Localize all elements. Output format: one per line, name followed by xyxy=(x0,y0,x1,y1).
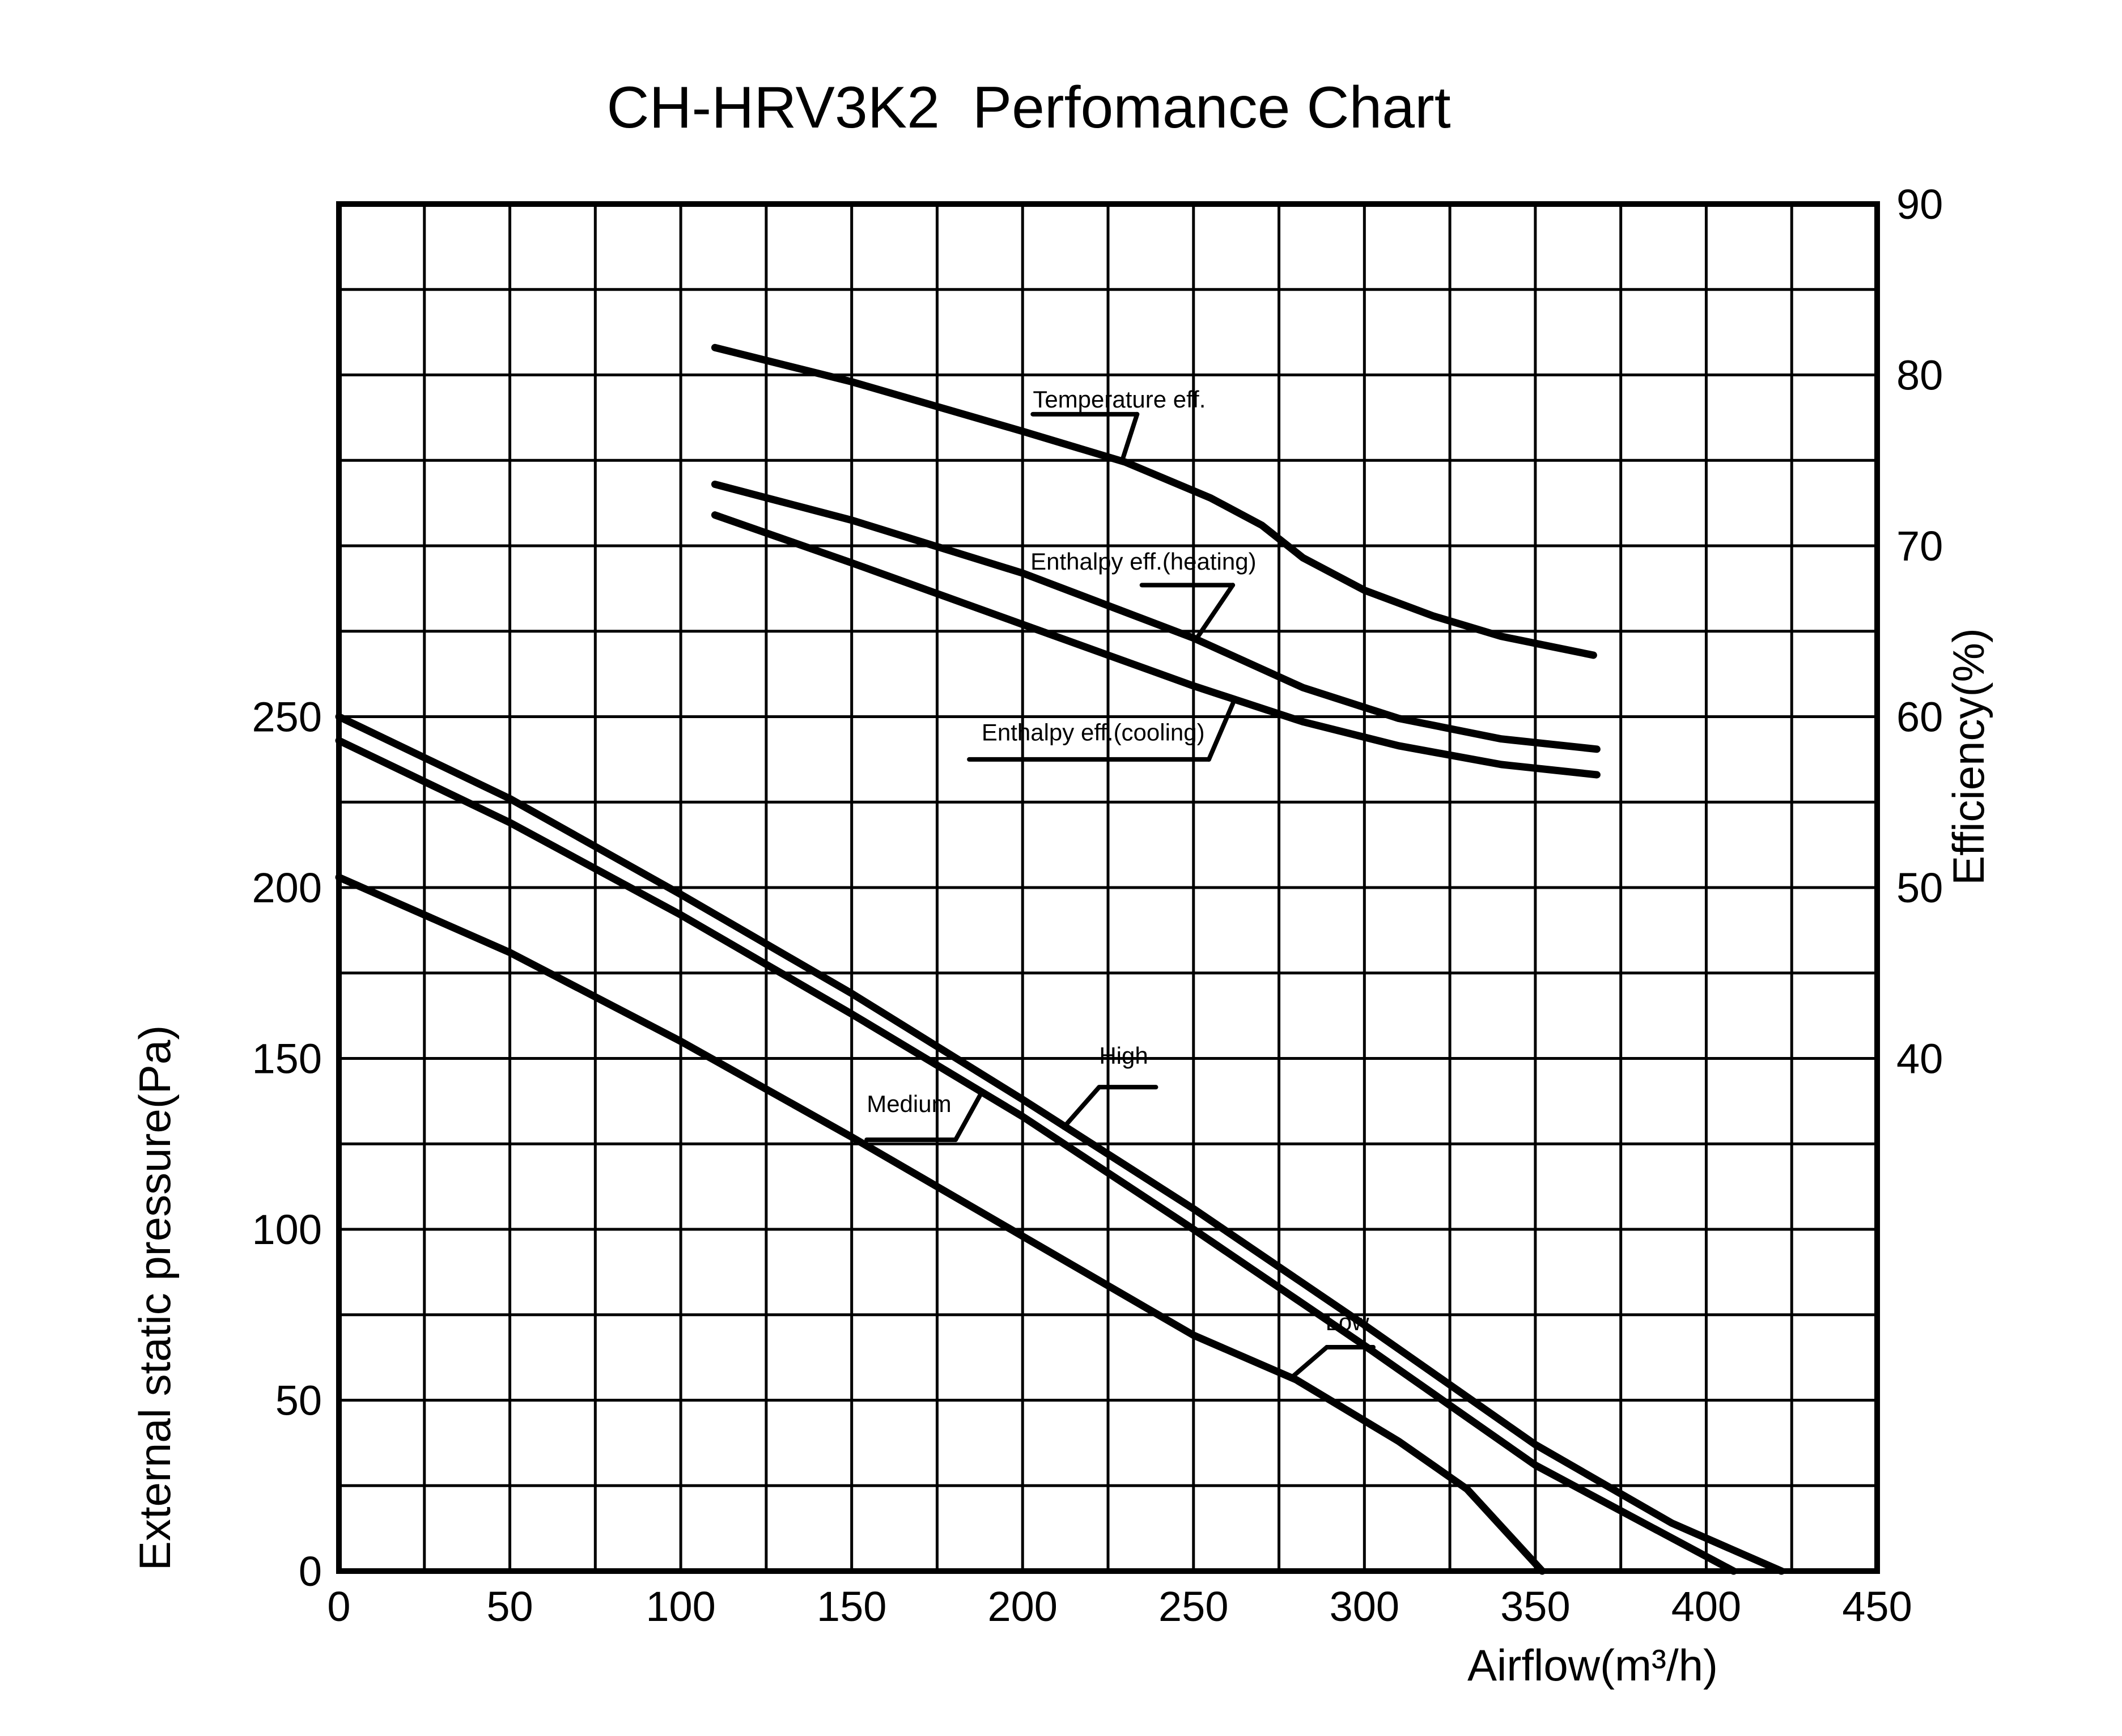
y-right-axis-title: Efficiency(%) xyxy=(1943,628,1993,885)
curve-label-leader-temperature-eff xyxy=(1122,414,1137,462)
y-right-tick-label-60: 60 xyxy=(1896,693,1943,741)
x-tick-label-450: 450 xyxy=(1842,1583,1912,1630)
curve-label-medium: Medium xyxy=(867,1090,952,1118)
y-right-tick-labels xyxy=(1896,181,1943,1083)
curve-label-leader-enthalpy-cooling xyxy=(1209,699,1234,759)
chart-title: CH-HRV3K2 Perfomance Chart xyxy=(606,75,1451,141)
x-axis-tick-labels xyxy=(327,1583,1912,1630)
x-axis-title: Airflow(m³/h) xyxy=(1467,1640,1718,1690)
annotation-medium xyxy=(867,1090,982,1140)
curve-label-leader-medium xyxy=(956,1093,982,1140)
curve-label-enthalpy-heating: Enthalpy eff.(heating) xyxy=(1030,548,1257,575)
curve-label-leader-low xyxy=(1293,1347,1327,1377)
y-left-tick-label-150: 150 xyxy=(252,1035,322,1083)
annotation-enthalpy-heating xyxy=(1030,548,1257,638)
y-right-tick-label-40: 40 xyxy=(1896,1035,1943,1083)
x-tick-label-200: 200 xyxy=(987,1583,1058,1630)
x-tick-label-100: 100 xyxy=(646,1583,716,1630)
x-tick-label-300: 300 xyxy=(1329,1583,1400,1630)
annotation-high xyxy=(1064,1042,1156,1127)
annotation-temperature-eff xyxy=(1033,386,1206,462)
x-tick-label-0: 0 xyxy=(327,1583,351,1630)
y-right-tick-label-50: 50 xyxy=(1896,864,1943,911)
curve-label-low: Low xyxy=(1325,1308,1369,1335)
y-left-tick-label-250: 250 xyxy=(252,693,322,741)
curve-label-enthalpy-cooling: Enthalpy eff.(cooling) xyxy=(981,719,1205,746)
y-right-tick-label-70: 70 xyxy=(1896,523,1943,570)
curve-label-temperature-eff: Temperature eff. xyxy=(1033,385,1206,413)
y-right-tick-label-90: 90 xyxy=(1896,181,1943,228)
y-left-tick-labels xyxy=(252,694,322,1595)
x-tick-label-400: 400 xyxy=(1671,1583,1742,1630)
y-right-tick-label-80: 80 xyxy=(1896,351,1943,399)
curve-low xyxy=(339,877,1542,1571)
y-left-tick-label-0: 0 xyxy=(298,1548,322,1595)
y-left-tick-label-200: 200 xyxy=(252,864,322,911)
x-tick-label-350: 350 xyxy=(1500,1583,1571,1630)
curve-medium xyxy=(339,741,1734,1571)
x-tick-label-50: 50 xyxy=(486,1583,533,1630)
y-left-tick-label-100: 100 xyxy=(252,1206,322,1253)
y-left-axis-title: External static pressure(Pa) xyxy=(130,1025,180,1571)
x-tick-label-150: 150 xyxy=(816,1583,887,1630)
x-tick-label-250: 250 xyxy=(1158,1583,1229,1630)
curve-label-leader-high xyxy=(1064,1087,1100,1127)
curves xyxy=(339,347,1781,1571)
curve-label-high: High xyxy=(1099,1042,1148,1069)
y-left-tick-label-50: 50 xyxy=(275,1377,322,1424)
curve-enthalpy-eff-heating xyxy=(715,485,1597,749)
